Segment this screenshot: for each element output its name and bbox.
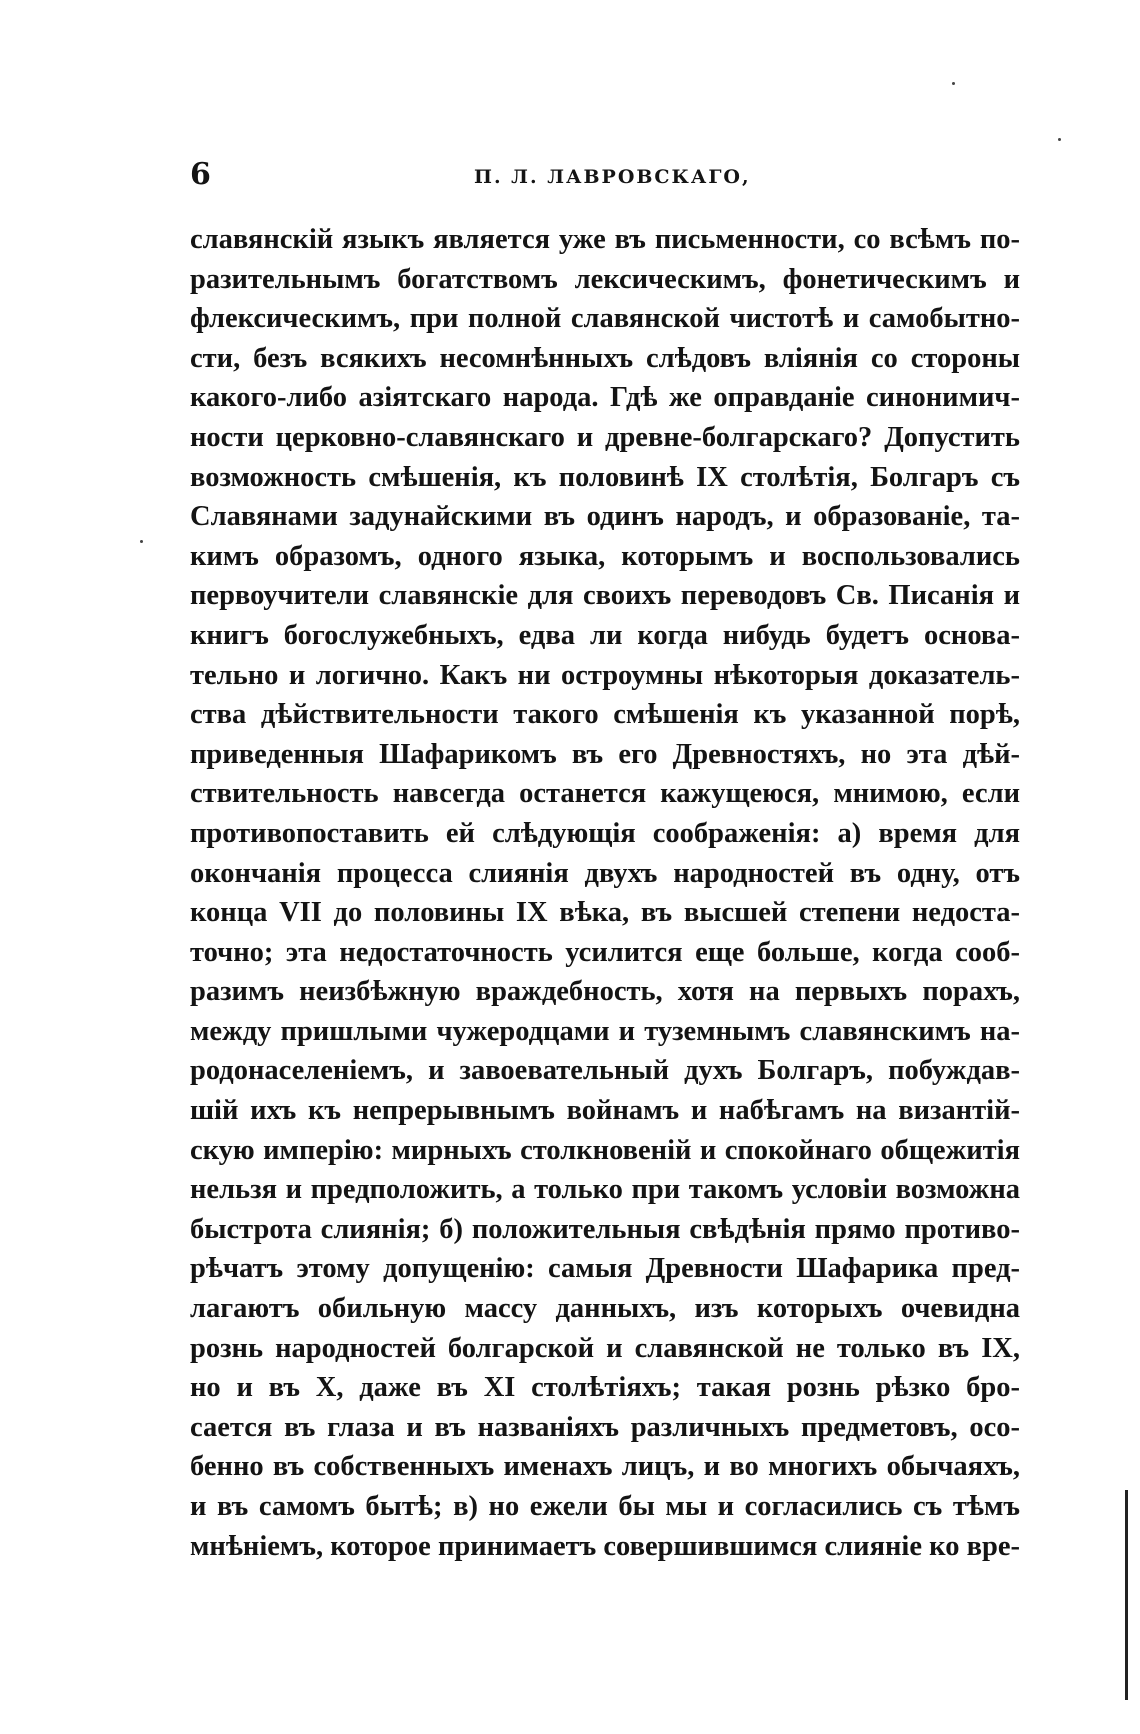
text-line: родонаселеніемъ, и завоевательный духъ Болгаръ, побуждав- — [190, 1055, 1020, 1087]
text-line: окончанія процесса слиянія двухъ народностей въ одну, отъ — [190, 857, 1020, 889]
text-line: какого-либо азіятскаго народа. Гдѣ же оправданіе синонимич- — [190, 382, 1020, 414]
text-line: книгъ богослужебныхъ, едва ли когда нибудь будетъ основа- — [190, 619, 1020, 651]
scan-speck — [1058, 138, 1061, 141]
text-line: противопоставить ей слѣдующія соображенія: а) время для — [190, 817, 1020, 849]
scan-speck — [952, 82, 955, 85]
text-line: лагаютъ обильную массу данныхъ, изъ которыхъ очевидна — [190, 1293, 1020, 1325]
text-line: разительнымъ богатствомъ лексическимъ, фонетическимъ и — [190, 263, 1020, 295]
text-line: конца VII до половины IX вѣка, въ высшей степени недоста- — [190, 897, 1020, 929]
text-line: мнѣніемъ, которое принимаетъ совершившимся слияніе ко вре- — [190, 1530, 1020, 1562]
text-line: и въ самомъ бытѣ; в) но ежели бы мы и согласились съ тѣмъ — [190, 1491, 1020, 1522]
text-line: точно; эта недостаточность усилится еще больше, когда сооб- — [190, 936, 1020, 968]
text-line: возможность смѣшенія, къ половинѣ IX столѣтія, Болгаръ съ — [190, 461, 1020, 493]
text-line: рознь народностей болгарской и славянской не только въ IX, — [190, 1332, 1020, 1364]
text-line: рѣчатъ этому допущенію: самыя Древности Шафарика пред- — [190, 1253, 1020, 1285]
text-line: флексическимъ, при полной славянской чистотѣ и самобытно- — [190, 303, 1020, 335]
text-line: шій ихъ къ непрерывнымъ войнамъ и набѣгамъ на византій- — [190, 1095, 1020, 1127]
text-line: сти, безъ всякихъ несомнѣнныхъ слѣдовъ вліянія со стороны — [190, 342, 1020, 374]
body-text — [190, 220, 1020, 1566]
text-line: славянскій языкъ является уже въ письменности, со всѣмъ по- — [190, 224, 1020, 255]
text-line: тельно и логично. Какъ ни остроумны нѣкоторыя доказатель- — [190, 659, 1020, 691]
text-line: разимъ неизбѣжную враждебность, хотя на первыхъ порахъ, — [190, 976, 1020, 1008]
text-line: нельзя и предположить, а только при такомъ условіи возможна — [190, 1174, 1020, 1206]
page-header — [190, 155, 1020, 195]
scan-speck — [140, 540, 143, 543]
text-line: но и въ X, даже въ XI столѣтіяхъ; такая рознь рѣзко бро- — [190, 1372, 1020, 1404]
text-line: между пришлыми чужеродцами и туземнымъ славянскимъ на- — [190, 1015, 1020, 1047]
running-head: П. Л. ЛАВРОВСКАГО, — [474, 166, 751, 188]
text-line: кимъ образомъ, одного языка, которымъ и воспользовались — [190, 540, 1020, 572]
scan-edge-mark — [1125, 1490, 1128, 1700]
text-line: быстрота слиянія; б) положительныя свѣдѣнія прямо противо- — [190, 1213, 1020, 1245]
text-line: первоучители славянскіе для своихъ переводовъ Св. Писанія и — [190, 580, 1020, 612]
text-line: ства дѣйствительности такого смѣшенія къ указанной порѣ, — [190, 699, 1020, 731]
text-line: Славянами задунайскими въ одинъ народъ, и образованіе, та- — [190, 501, 1020, 533]
page-number: 6 — [190, 157, 211, 192]
text-line: скую имперію: мирныхъ столкновеній и спокойнаго общежитія — [190, 1134, 1020, 1166]
text-line: ствительность навсегда останется кажущеюся, мнимою, если — [190, 778, 1020, 810]
text-line: сается въ глаза и въ названіяхъ различныхъ предметовъ, осо- — [190, 1411, 1020, 1443]
text-line: бенно въ собственныхъ именахъ лицъ, и во многихъ обычаяхъ, — [190, 1451, 1020, 1483]
text-line: приведенныя Шафарикомъ въ его Древностяхъ, но эта дѣй- — [190, 738, 1020, 770]
text-line: ности церковно-славянскаго и древне-болгарскаго? Допустить — [190, 421, 1020, 453]
